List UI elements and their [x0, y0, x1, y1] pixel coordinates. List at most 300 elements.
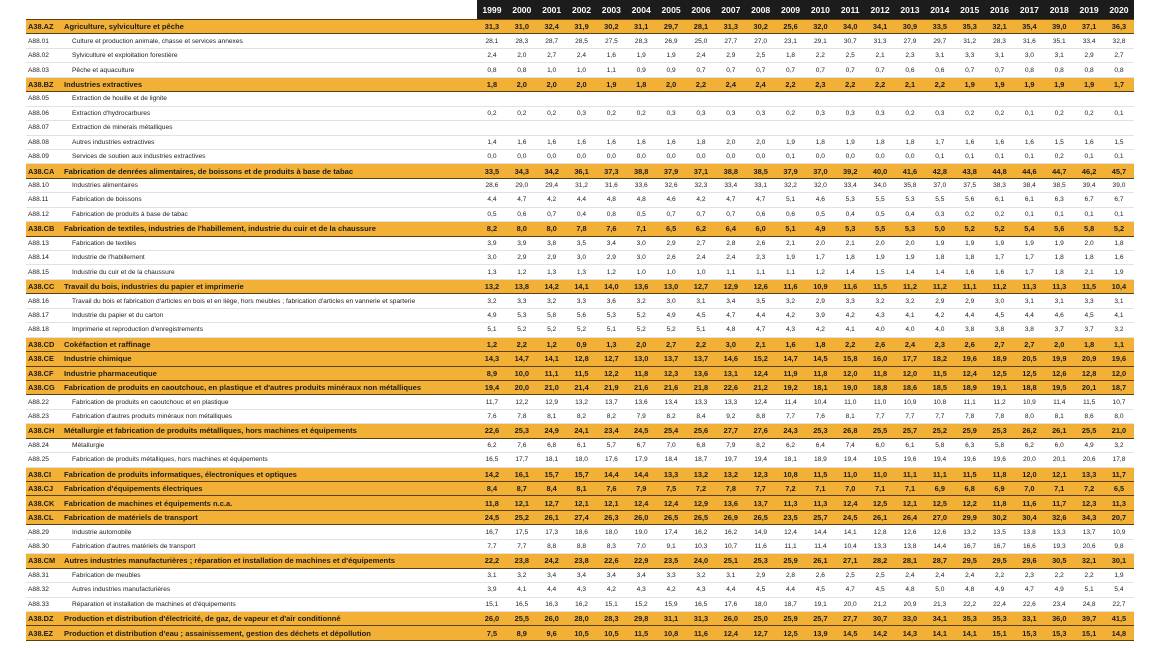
- value-cell: 8,2: [596, 409, 626, 423]
- value-cell: 3,1: [1104, 294, 1134, 308]
- value-cell: 5,1: [776, 193, 806, 207]
- value-cell: 29,6: [1014, 554, 1044, 568]
- value-cell: 2,2: [835, 77, 865, 91]
- value-cell: 4,1: [835, 323, 865, 337]
- row-code: A88.06: [26, 106, 60, 120]
- value-cell: [1014, 121, 1044, 135]
- value-cell: 32,0: [805, 178, 835, 192]
- value-cell: 2,3: [805, 77, 835, 91]
- value-cell: 10,7: [716, 539, 746, 553]
- value-cell: 2,1: [835, 236, 865, 250]
- value-cell: 12,3: [656, 366, 686, 380]
- value-cell: 1,9: [835, 135, 865, 149]
- row-label: Fabrication d'équipements électriques: [60, 482, 477, 496]
- detail-row: [26, 438, 1134, 452]
- value-cell: 2,0: [567, 77, 597, 91]
- value-cell: 1,9: [865, 251, 895, 265]
- value-cell: 17,9: [626, 453, 656, 467]
- value-cell: 0,7: [805, 63, 835, 77]
- value-cell: 26,0: [477, 611, 507, 625]
- value-cell: 1,6: [596, 48, 626, 62]
- value-cell: [776, 92, 806, 106]
- value-cell: 11,5: [865, 279, 895, 293]
- value-cell: 12,4: [716, 626, 746, 640]
- row-label: Sylviculture et exploitation forestière: [60, 48, 477, 62]
- row-label: Production et distribution d'eau ; assainissement, gestion des déchets et dépollution: [60, 626, 477, 640]
- value-cell: 4,9: [805, 222, 835, 236]
- row-code: A38.CA: [26, 164, 60, 178]
- detail-row: [26, 236, 1134, 250]
- value-cell: 6,0: [746, 222, 776, 236]
- value-cell: 33,4: [835, 178, 865, 192]
- value-cell: 40,0: [865, 164, 895, 178]
- value-cell: 5,1: [776, 222, 806, 236]
- value-cell: 19,4: [477, 380, 507, 394]
- value-cell: 37,0: [805, 164, 835, 178]
- value-cell: 0,0: [805, 149, 835, 163]
- value-cell: 39,2: [835, 164, 865, 178]
- value-cell: 4,2: [596, 583, 626, 597]
- value-cell: 34,2: [537, 164, 567, 178]
- value-cell: 4,9: [656, 308, 686, 322]
- value-cell: 19,1: [805, 597, 835, 611]
- row-label: Industrie du cuir et de la chaussure: [60, 265, 477, 279]
- value-cell: 11,1: [955, 395, 985, 409]
- value-cell: 1,9: [1014, 236, 1044, 250]
- row-code: A88.25: [26, 453, 60, 467]
- value-cell: 5,3: [507, 308, 537, 322]
- value-cell: 21,6: [656, 380, 686, 394]
- value-cell: 0,1: [1044, 207, 1074, 221]
- value-cell: 6,7: [626, 438, 656, 452]
- value-cell: 0,8: [1044, 63, 1074, 77]
- value-cell: 2,2: [1044, 568, 1074, 582]
- value-cell: 2,0: [1074, 236, 1104, 250]
- year-header-cell: 2019: [1074, 0, 1104, 20]
- value-cell: 24,5: [477, 510, 507, 524]
- value-cell: [776, 121, 806, 135]
- value-cell: 0,2: [626, 106, 656, 120]
- value-cell: 13,7: [1074, 525, 1104, 539]
- value-cell: 29,1: [805, 34, 835, 48]
- value-cell: 33,4: [716, 178, 746, 192]
- value-cell: 5,6: [1044, 222, 1074, 236]
- value-cell: 15,1: [1074, 626, 1104, 640]
- value-cell: 14,8: [1104, 626, 1134, 640]
- value-cell: 10,9: [1014, 395, 1044, 409]
- value-cell: 32,6: [656, 178, 686, 192]
- value-cell: 4,0: [865, 323, 895, 337]
- row-code: A88.08: [26, 135, 60, 149]
- value-cell: 19,0: [835, 380, 865, 394]
- value-cell: 0,7: [835, 63, 865, 77]
- value-cell: 2,9: [746, 568, 776, 582]
- value-cell: 22,6: [596, 554, 626, 568]
- value-cell: 5,6: [567, 308, 597, 322]
- value-cell: 1,7: [1014, 251, 1044, 265]
- value-cell: 27,7: [716, 34, 746, 48]
- value-cell: 4,2: [776, 308, 806, 322]
- value-cell: 31,6: [596, 178, 626, 192]
- value-cell: 0,0: [865, 149, 895, 163]
- value-cell: 8,9: [477, 366, 507, 380]
- value-cell: 19,6: [955, 352, 985, 366]
- value-cell: 22,9: [626, 554, 656, 568]
- value-cell: 24,9: [537, 424, 567, 438]
- value-cell: [537, 92, 567, 106]
- value-cell: 3,8: [955, 323, 985, 337]
- value-cell: 3,4: [716, 294, 746, 308]
- value-cell: 2,4: [716, 251, 746, 265]
- value-cell: 24,0: [686, 554, 716, 568]
- value-cell: 1,4: [895, 265, 925, 279]
- value-cell: 3,3: [835, 294, 865, 308]
- value-cell: 1,8: [776, 48, 806, 62]
- row-code: A88.23: [26, 409, 60, 423]
- value-cell: 32,3: [686, 178, 716, 192]
- value-cell: 26,0: [716, 611, 746, 625]
- row-code: A38.CJ: [26, 482, 60, 496]
- value-cell: 4,7: [1014, 583, 1044, 597]
- value-cell: 17,3: [537, 525, 567, 539]
- value-cell: 22,2: [477, 554, 507, 568]
- row-label: Cokéfaction et raffinage: [60, 337, 477, 351]
- value-cell: 14,3: [477, 352, 507, 366]
- row-code: A38.CM: [26, 554, 60, 568]
- value-cell: [895, 92, 925, 106]
- value-cell: 16,5: [507, 597, 537, 611]
- value-cell: 26,1: [1044, 424, 1074, 438]
- value-cell: 2,1: [865, 48, 895, 62]
- value-cell: 5,2: [626, 323, 656, 337]
- value-cell: 3,2: [865, 294, 895, 308]
- value-cell: 5,0: [925, 222, 955, 236]
- value-cell: 7,5: [656, 482, 686, 496]
- value-cell: 14,0: [596, 279, 626, 293]
- value-cell: 1,9: [776, 135, 806, 149]
- value-cell: 4,2: [925, 308, 955, 322]
- value-cell: 13,7: [596, 395, 626, 409]
- value-cell: 16,5: [686, 597, 716, 611]
- value-cell: 26,1: [537, 510, 567, 524]
- value-cell: 0,9: [656, 63, 686, 77]
- value-cell: 24,2: [537, 554, 567, 568]
- value-cell: 36,3: [1104, 20, 1134, 34]
- value-cell: 1,0: [537, 63, 567, 77]
- value-cell: 0,0: [835, 149, 865, 163]
- value-cell: 8,4: [537, 482, 567, 496]
- year-header-cell: 1999: [477, 0, 507, 20]
- value-cell: 25,7: [805, 611, 835, 625]
- value-cell: [1044, 92, 1074, 106]
- value-cell: [955, 92, 985, 106]
- value-cell: 12,9: [537, 395, 567, 409]
- value-cell: 39,7: [1074, 611, 1104, 625]
- value-cell: 12,5: [1014, 366, 1044, 380]
- value-cell: 16,2: [686, 525, 716, 539]
- row-label: Industrie pharmaceutique: [60, 366, 477, 380]
- value-cell: 23,1: [776, 34, 806, 48]
- value-cell: 3,8: [537, 236, 567, 250]
- value-cell: 1,9: [1104, 265, 1134, 279]
- value-cell: 27,5: [596, 34, 626, 48]
- row-code: A88.18: [26, 323, 60, 337]
- value-cell: 1,7: [1104, 77, 1134, 91]
- value-cell: 23,8: [507, 554, 537, 568]
- year-header-cell: 2017: [1014, 0, 1044, 20]
- value-cell: 2,0: [805, 236, 835, 250]
- value-cell: 4,7: [835, 583, 865, 597]
- value-cell: 4,3: [776, 323, 806, 337]
- value-cell: 2,1: [1074, 265, 1104, 279]
- value-cell: 6,3: [1044, 193, 1074, 207]
- value-cell: 4,4: [1014, 308, 1044, 322]
- value-cell: 0,2: [1074, 106, 1104, 120]
- row-label: Fabrication de matériels de transport: [60, 510, 477, 524]
- value-cell: 0,0: [656, 149, 686, 163]
- value-cell: 11,8: [805, 366, 835, 380]
- value-cell: 44,7: [1044, 164, 1074, 178]
- value-cell: 34,0: [835, 20, 865, 34]
- group-row: [26, 554, 1134, 568]
- value-cell: 14,1: [955, 626, 985, 640]
- value-cell: 1,1: [746, 265, 776, 279]
- value-cell: 1,8: [805, 337, 835, 351]
- value-cell: 2,4: [567, 48, 597, 62]
- value-cell: 35,8: [895, 178, 925, 192]
- value-cell: 8,1: [537, 409, 567, 423]
- value-cell: 2,2: [835, 337, 865, 351]
- value-cell: [746, 92, 776, 106]
- value-cell: 39,0: [1104, 178, 1134, 192]
- value-cell: 12,3: [1074, 496, 1104, 510]
- value-cell: 21,0: [1104, 424, 1134, 438]
- value-cell: 3,3: [955, 48, 985, 62]
- value-cell: 3,5: [567, 236, 597, 250]
- value-cell: 4,9: [477, 308, 507, 322]
- row-label: Autres industries manufacturières: [60, 583, 477, 597]
- detail-row: [26, 149, 1134, 163]
- value-cell: 12,5: [865, 496, 895, 510]
- value-cell: [925, 121, 955, 135]
- value-cell: 5,3: [835, 222, 865, 236]
- value-cell: 5,2: [656, 323, 686, 337]
- value-cell: 19,0: [626, 525, 656, 539]
- value-cell: [507, 92, 537, 106]
- value-cell: 0,3: [925, 106, 955, 120]
- value-cell: 27,0: [925, 510, 955, 524]
- value-cell: 19,3: [1044, 539, 1074, 553]
- detail-row: [26, 294, 1134, 308]
- value-cell: 6,2: [776, 438, 806, 452]
- value-cell: 1,0: [686, 265, 716, 279]
- value-cell: 20,6: [1074, 539, 1104, 553]
- value-cell: 22,6: [716, 380, 746, 394]
- value-cell: 11,7: [1104, 467, 1134, 481]
- value-cell: 2,2: [805, 48, 835, 62]
- value-cell: 2,9: [537, 251, 567, 265]
- group-row: [26, 626, 1134, 640]
- value-cell: 44,8: [985, 164, 1015, 178]
- value-cell: 0,6: [776, 207, 806, 221]
- value-cell: 11,3: [1014, 279, 1044, 293]
- value-cell: 7,1: [626, 222, 656, 236]
- value-cell: 45,7: [1104, 164, 1134, 178]
- value-cell: 32,2: [776, 178, 806, 192]
- row-code: A88.03: [26, 63, 60, 77]
- value-cell: 29,8: [626, 611, 656, 625]
- value-cell: 7,8: [985, 409, 1015, 423]
- row-label: Industrie chimique: [60, 352, 477, 366]
- value-cell: 18,1: [537, 453, 567, 467]
- value-cell: 4,4: [776, 583, 806, 597]
- value-cell: 19,6: [895, 453, 925, 467]
- value-cell: 1,6: [567, 135, 597, 149]
- value-cell: 13,0: [626, 352, 656, 366]
- row-label: Fabrication de textiles: [60, 236, 477, 250]
- value-cell: 1,6: [1104, 251, 1134, 265]
- value-cell: 1,3: [477, 265, 507, 279]
- value-cell: 12,4: [776, 525, 806, 539]
- value-cell: 29,5: [955, 554, 985, 568]
- value-cell: 17,6: [596, 453, 626, 467]
- value-cell: 2,3: [746, 251, 776, 265]
- value-cell: 3,4: [596, 568, 626, 582]
- value-cell: 28,3: [985, 34, 1015, 48]
- value-cell: 7,9: [716, 438, 746, 452]
- value-cell: 11,3: [805, 496, 835, 510]
- value-cell: 17,7: [507, 453, 537, 467]
- row-label: Fabrication de produits en caoutchouc, en plastique et d'autres produits minéraux non métalliques: [60, 380, 477, 394]
- value-cell: 13,7: [656, 352, 686, 366]
- value-cell: 7,1: [1044, 482, 1074, 496]
- row-code: A38.CB: [26, 222, 60, 236]
- row-code: A38.CG: [26, 380, 60, 394]
- value-cell: 38,5: [1044, 178, 1074, 192]
- value-cell: 2,0: [626, 337, 656, 351]
- value-cell: 2,1: [746, 337, 776, 351]
- row-label: Fabrication de boissons: [60, 193, 477, 207]
- value-cell: 0,8: [477, 63, 507, 77]
- value-cell: 10,4: [1104, 279, 1134, 293]
- value-cell: 18,0: [596, 525, 626, 539]
- table-body: [26, 20, 1134, 641]
- value-cell: 0,7: [656, 207, 686, 221]
- value-cell: 22,4: [985, 597, 1015, 611]
- value-cell: 15,3: [1044, 626, 1074, 640]
- value-cell: 4,7: [746, 323, 776, 337]
- detail-row: [26, 63, 1134, 77]
- value-cell: 7,7: [776, 409, 806, 423]
- year-header-cell: 2008: [746, 0, 776, 20]
- value-cell: 0,2: [985, 207, 1015, 221]
- value-cell: 24,8: [1074, 597, 1104, 611]
- detail-row: [26, 323, 1134, 337]
- value-cell: 7,7: [477, 539, 507, 553]
- value-cell: 5,2: [985, 222, 1015, 236]
- value-cell: 19,4: [925, 453, 955, 467]
- value-cell: 11,0: [865, 395, 895, 409]
- value-cell: 5,2: [626, 308, 656, 322]
- value-cell: 14,1: [835, 525, 865, 539]
- value-cell: 0,8: [1014, 63, 1044, 77]
- value-cell: 12,1: [596, 496, 626, 510]
- value-cell: 4,9: [1044, 583, 1074, 597]
- value-cell: 13,3: [865, 539, 895, 553]
- value-cell: 3,4: [567, 568, 597, 582]
- value-cell: 4,2: [656, 583, 686, 597]
- value-cell: 6,3: [955, 438, 985, 452]
- value-cell: 2,5: [835, 48, 865, 62]
- year-header-cell: 2009: [776, 0, 806, 20]
- value-cell: 4,0: [895, 323, 925, 337]
- value-cell: 1,6: [955, 135, 985, 149]
- value-cell: 11,7: [477, 395, 507, 409]
- value-cell: 1,0: [567, 63, 597, 77]
- value-cell: 20,0: [1014, 453, 1044, 467]
- year-header-cell: 2006: [686, 0, 716, 20]
- value-cell: 3,9: [477, 583, 507, 597]
- value-cell: 1,9: [985, 236, 1015, 250]
- value-cell: 12,0: [1104, 366, 1134, 380]
- detail-row: [26, 568, 1134, 582]
- value-cell: 18,6: [895, 380, 925, 394]
- value-cell: 25,2: [925, 424, 955, 438]
- value-cell: 7,2: [686, 482, 716, 496]
- value-cell: 2,9: [805, 294, 835, 308]
- value-cell: 3,2: [1104, 323, 1134, 337]
- value-cell: 5,4: [1104, 583, 1134, 597]
- value-cell: 1,9: [955, 77, 985, 91]
- value-cell: 0,0: [596, 149, 626, 163]
- value-cell: 2,9: [507, 251, 537, 265]
- row-label: Extraction de minerais métalliques: [60, 121, 477, 135]
- value-cell: 0,8: [596, 207, 626, 221]
- value-cell: 22,2: [955, 597, 985, 611]
- value-cell: 11,1: [776, 539, 806, 553]
- value-cell: 7,9: [626, 482, 656, 496]
- value-cell: 5,5: [925, 193, 955, 207]
- value-cell: 1,6: [507, 135, 537, 149]
- value-cell: 2,1: [895, 77, 925, 91]
- value-cell: 14,7: [507, 352, 537, 366]
- value-cell: 23,5: [776, 510, 806, 524]
- value-cell: [656, 121, 686, 135]
- year-header-cell: 2007: [716, 0, 746, 20]
- value-cell: 9,8: [1104, 539, 1134, 553]
- value-cell: 1,9: [895, 251, 925, 265]
- value-cell: 27,7: [716, 424, 746, 438]
- year-header-cell: 2005: [656, 0, 686, 20]
- value-cell: 31,6: [1014, 34, 1044, 48]
- value-cell: 7,4: [835, 438, 865, 452]
- value-cell: 16,6: [1014, 539, 1044, 553]
- value-cell: 3,2: [776, 294, 806, 308]
- row-code: A88.12: [26, 207, 60, 221]
- value-cell: 2,2: [985, 568, 1015, 582]
- value-cell: 2,0: [507, 48, 537, 62]
- value-cell: 11,3: [1104, 496, 1134, 510]
- value-cell: 1,7: [1014, 265, 1044, 279]
- value-cell: 13,6: [686, 366, 716, 380]
- value-cell: 30,1: [1104, 554, 1134, 568]
- value-cell: 0,0: [626, 149, 656, 163]
- value-cell: 11,1: [895, 467, 925, 481]
- value-cell: 10,0: [507, 366, 537, 380]
- value-cell: 6,1: [567, 438, 597, 452]
- value-cell: 2,7: [985, 337, 1015, 351]
- year-header-cell: 2001: [537, 0, 567, 20]
